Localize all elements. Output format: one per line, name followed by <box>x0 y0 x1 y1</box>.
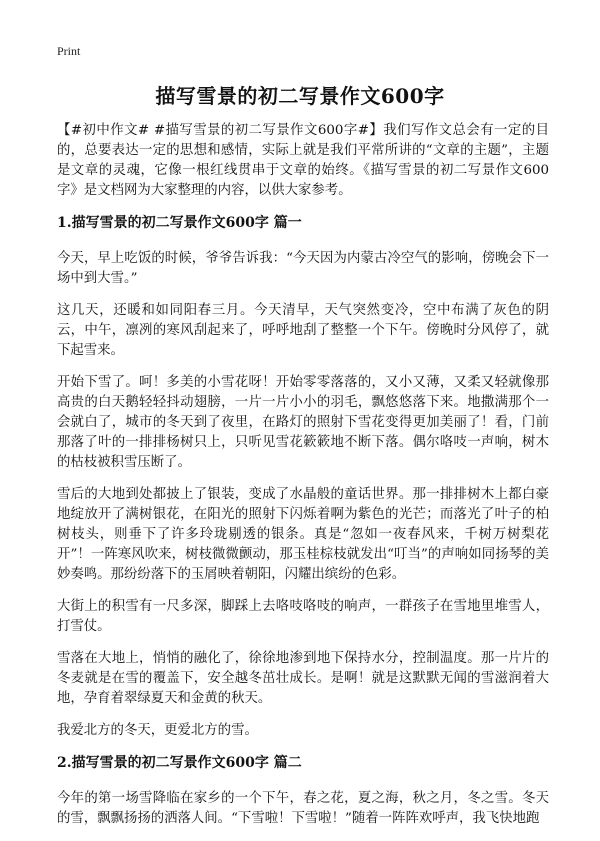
paragraph: 我爱北方的冬天，更爱北方的雪。 <box>57 723 258 738</box>
paragraph: 开始下雪了。呵！多美的小雪花呀！开始零零落落的，又小又薄，又柔又轻就像那高贵的白天鹅轻轻抖动翅膀，一片一片小小的羽毛，飘悠悠落下来。地撒满那个一会就白了，城市的冬天到了夜里，在路灯的照射下雪花变得更加美丽了！看，门前那落了叶的一排排杨树只上，只听见雪花簌簌地不断下落。偶尔咯吱一声响，树木的枯枝被积雪压断了。 <box>57 375 549 470</box>
paragraph: 今天，早上吃饭的时候，爷爷告诉我：“今天因为内蒙古冷空气的影响，傍晚会下一场中到大雪。” <box>57 251 549 286</box>
paragraph: 雪落在大地上，悄悄的融化了，徐徐地渗到地下保持水分，控制温度。那一片片的冬麦就是在雪的覆盖下，安全越冬茁壮成长。是啊！就是这默默无闻的雪滋润着大地，孕育着翠绿夏天和金黄的秋天。 <box>57 651 549 706</box>
section-heading-1: 1.描写雪景的初二写景作文600字 篇一 <box>57 215 302 231</box>
article-body <box>57 121 549 841</box>
paragraph: 雪后的大地到处都披上了银装，变成了水晶般的童话世界。那一排排树木上都白豪地绽放开了满树银花，在阳光的照射下闪烁着啊为紫色的光芒；而落光了叶子的柏树枝头，则垂下了许多玲珑剔透的银条。真是“忽如一夜春风来，千树万树梨花开”！一阵寒风吹来，树枝微微颤动，那玉桂棕枝就发出“叮当”的声响如同扬琴的美妙奏鸣。那纷纷落下的玉屑映着朝阳，闪耀出缤纷的色彩。 <box>57 487 549 582</box>
paragraph: 这几天，还暖和如同阳春三月。今天清早，天气突然变冷，空中布满了灰色的阴云，中午，凛冽的寒风刮起来了，呼呼地刮了整整一个下午。傍晚时分风停了，就下起雪来。 <box>57 303 549 358</box>
section-heading-2: 2.描写雪景的初二写景作文600字 篇二 <box>57 755 302 771</box>
paragraph: 今年的第一场雪降临在家乡的一个下午，春之花，夏之海，秋之月，冬之雪。冬天的雪，飘飘扬扬的洒落人间。“下雪啦！下雪啦！”随着一阵阵欢呼声，我飞快地跑 <box>57 791 549 826</box>
intro-paragraph: 【#初中作文# #描写雪景的初二写景作文600字#】我们写作文总会有一定的目的，总要表达一定的思想和感情，实际上就是我们平常所讲的“文章的主题”，主题是文章的灵魂，它像一根红线贯串于文章的始终。《描写雪景的初二写景作文600字》是文档网为大家整理的内容，以供大家参考。 <box>57 123 549 198</box>
paragraph: 大街上的积雪有一尺多深，脚踩上去咯吱咯吱的响声，一群孩子在雪地里堆雪人，打雪仗。 <box>57 599 549 634</box>
print-link[interactable]: Print <box>57 44 81 58</box>
page-title: 描写雪景的初二写景作文600字 <box>155 84 445 108</box>
